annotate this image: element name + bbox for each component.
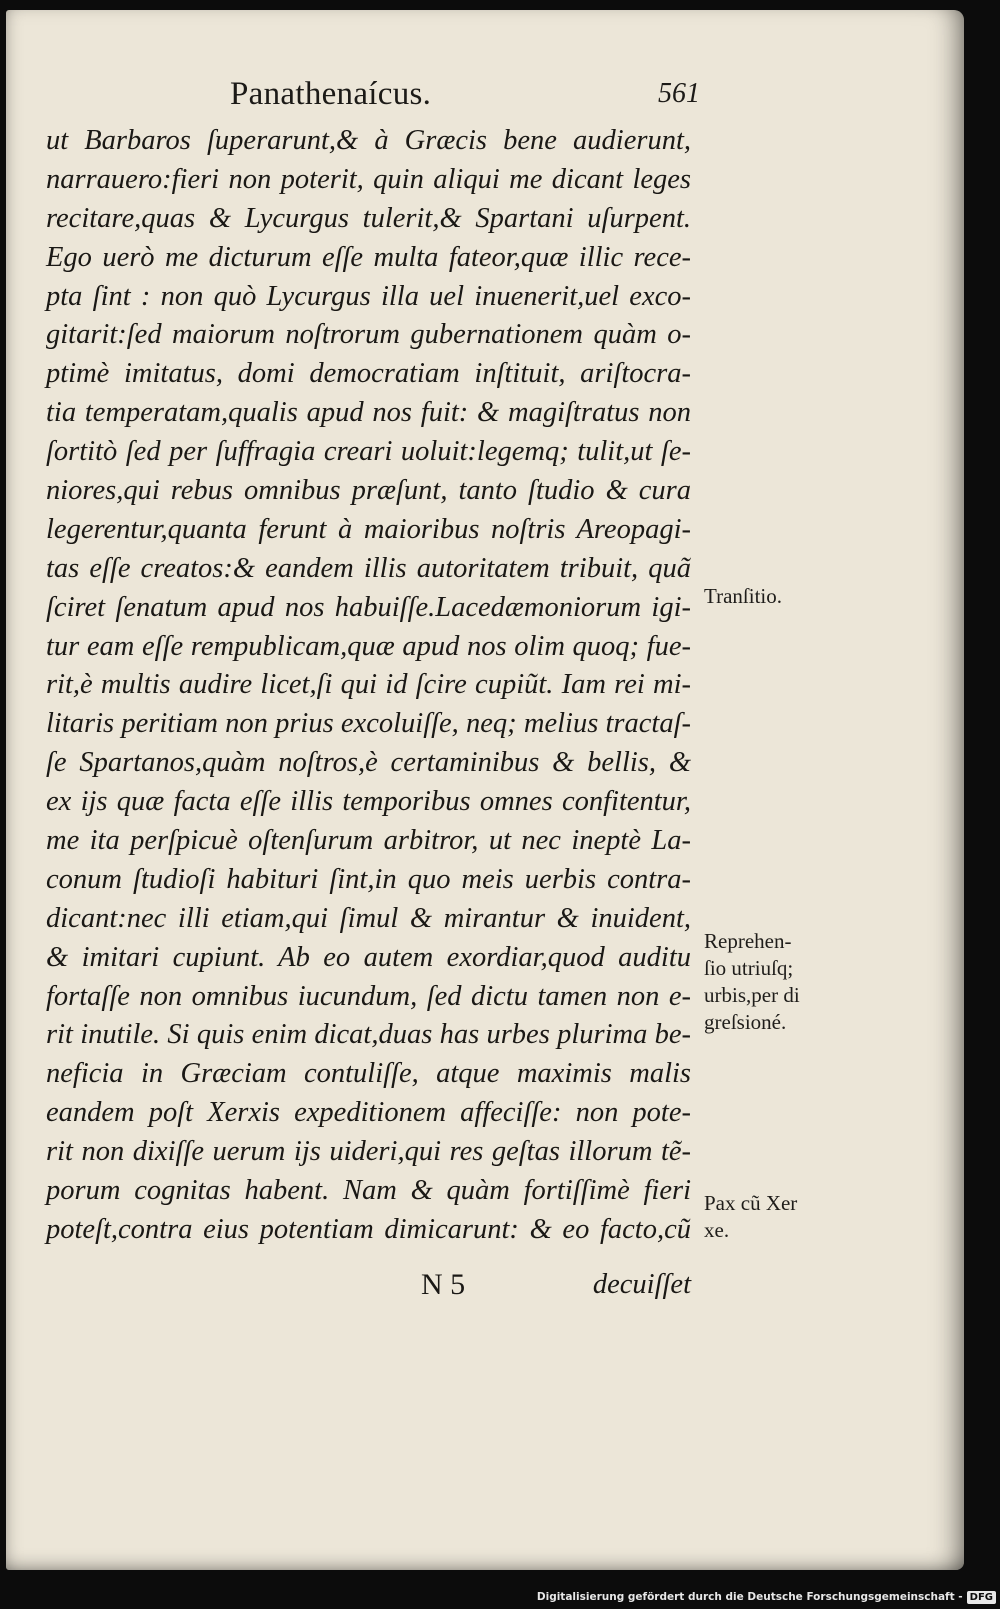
text-line: tas eſſe creatos:& eandem illis autoritatem tribuit, quã [46,552,691,584]
main-text-block [46,122,691,1250]
text-line: me ita perſpicuè oſtenſurum arbitror, ut nec ineptè La- [46,825,691,857]
margin-note-line: greſsioné. [704,1010,787,1034]
text-line: Ego uerò me dicturum eſſe multa fateor,quæ illic rece- [46,241,691,273]
margin-note-line: xe. [704,1218,730,1242]
text-line: tia temperatam,qualis apud nos fuit: & magiſtratus non [46,397,691,429]
margin-note-line: urbis,per di [704,983,800,1007]
text-line: ſortitò ſed per ſuffragia creari uoluit:legemq; tulit,ut ſe- [46,436,691,468]
text-line: neficia in Græciam contuliſſe, atque maximis malis [46,1058,691,1090]
running-head: Panathenaícus. [230,76,432,112]
text-line: pta ſint : non quò Lycurgus illa uel inuenerit,uel exco- [46,280,691,312]
text-line: gitarit:ſed maiorum noſtrorum gubernationem quàm o- [46,319,691,351]
catchword: decuiſſet [592,1269,691,1300]
text-line: eandem poſt Xerxis expeditionem affeciſſe: non pote- [46,1097,691,1129]
margin-note-line: Reprehen- [704,929,792,953]
dfg-logo: DFG [967,1591,996,1604]
text-line: conum ſtudioſi habituri ſint,in quo meis uerbis contra- [46,863,691,895]
margin-note-pax [704,1190,844,1244]
page-header [230,76,700,120]
digitization-credit [537,1587,996,1607]
page-foot [46,1265,691,1305]
text-line: poteſt,contra eius potentiam dimicarunt: & eo facto,cũ [46,1213,691,1245]
text-line: niores,qui rebus omnibus præſunt, tanto ſtudio & cura [46,475,691,507]
text-line: rit inutile. Si quis enim dicat,duas has urbes plurima be- [46,1019,691,1051]
text-line: ſe Spartanos,quàm noſtros,è certaminibus & bellis, & [46,747,691,779]
text-line: recitare,quas & Lycurgus tulerit,& Spartani uſurpent. [46,202,691,234]
page-number: 561 [658,78,700,109]
credit-text: Digitalisierung gefördert durch die Deutsche Forschungsgemeinschaft - [536,1591,963,1603]
text-line: & imitari cupiunt. Ab eo autem exordiar,quod auditu [46,941,691,973]
margin-note-line: Tranſitio. [704,584,782,608]
text-line: rit non dixiſſe uerum ijs uideri,qui res geſtas illorum tẽ- [46,1136,691,1168]
text-line: ſciret ſenatum apud nos habuiſſe.Lacedæmoniorum igi- [46,591,691,623]
text-line: ptimè imitatus, domi democratiam inſtituit, ariſtocra- [46,358,691,390]
text-line: rit,è multis audire licet,ſi qui id ſcire cupiũt. Iam rei mi- [46,669,691,701]
text-line: legerentur,quanta ferunt à maioribus noſtris Areopagi- [46,513,691,545]
text-line: litaris peritiam non prius excoluiſſe, neq; melius tractaſ- [46,708,691,740]
margin-note-transitio [704,583,844,610]
signature-mark: N 5 [421,1268,466,1301]
margin-note-reprehensio [704,928,844,1036]
margin-note-line: Pax cũ Xer [704,1191,798,1215]
text-line: fortaſſe non omnibus iucundum, ſed dictu tamen non e- [46,980,691,1012]
text-line: ex ijs quæ facta eſſe illis temporibus omnes confitentur, [46,786,691,818]
text-line: narrauero:fieri non poterit, quin aliqui me dicant leges [46,163,691,195]
margin-note-line: ſio utriuſq; [704,956,794,980]
text-line: tur eam eſſe rempublicam,quæ apud nos olim quoq; fue- [46,630,691,662]
text-line: ut Barbaros ſuperarunt,& à Græcis bene audierunt, [46,125,691,156]
text-line: porum cognitas habent. Nam & quàm fortiſſimè fieri [46,1175,691,1207]
text-line: dicant:nec illi etiam,qui ſimul & mirantur & inuident, [46,902,691,934]
